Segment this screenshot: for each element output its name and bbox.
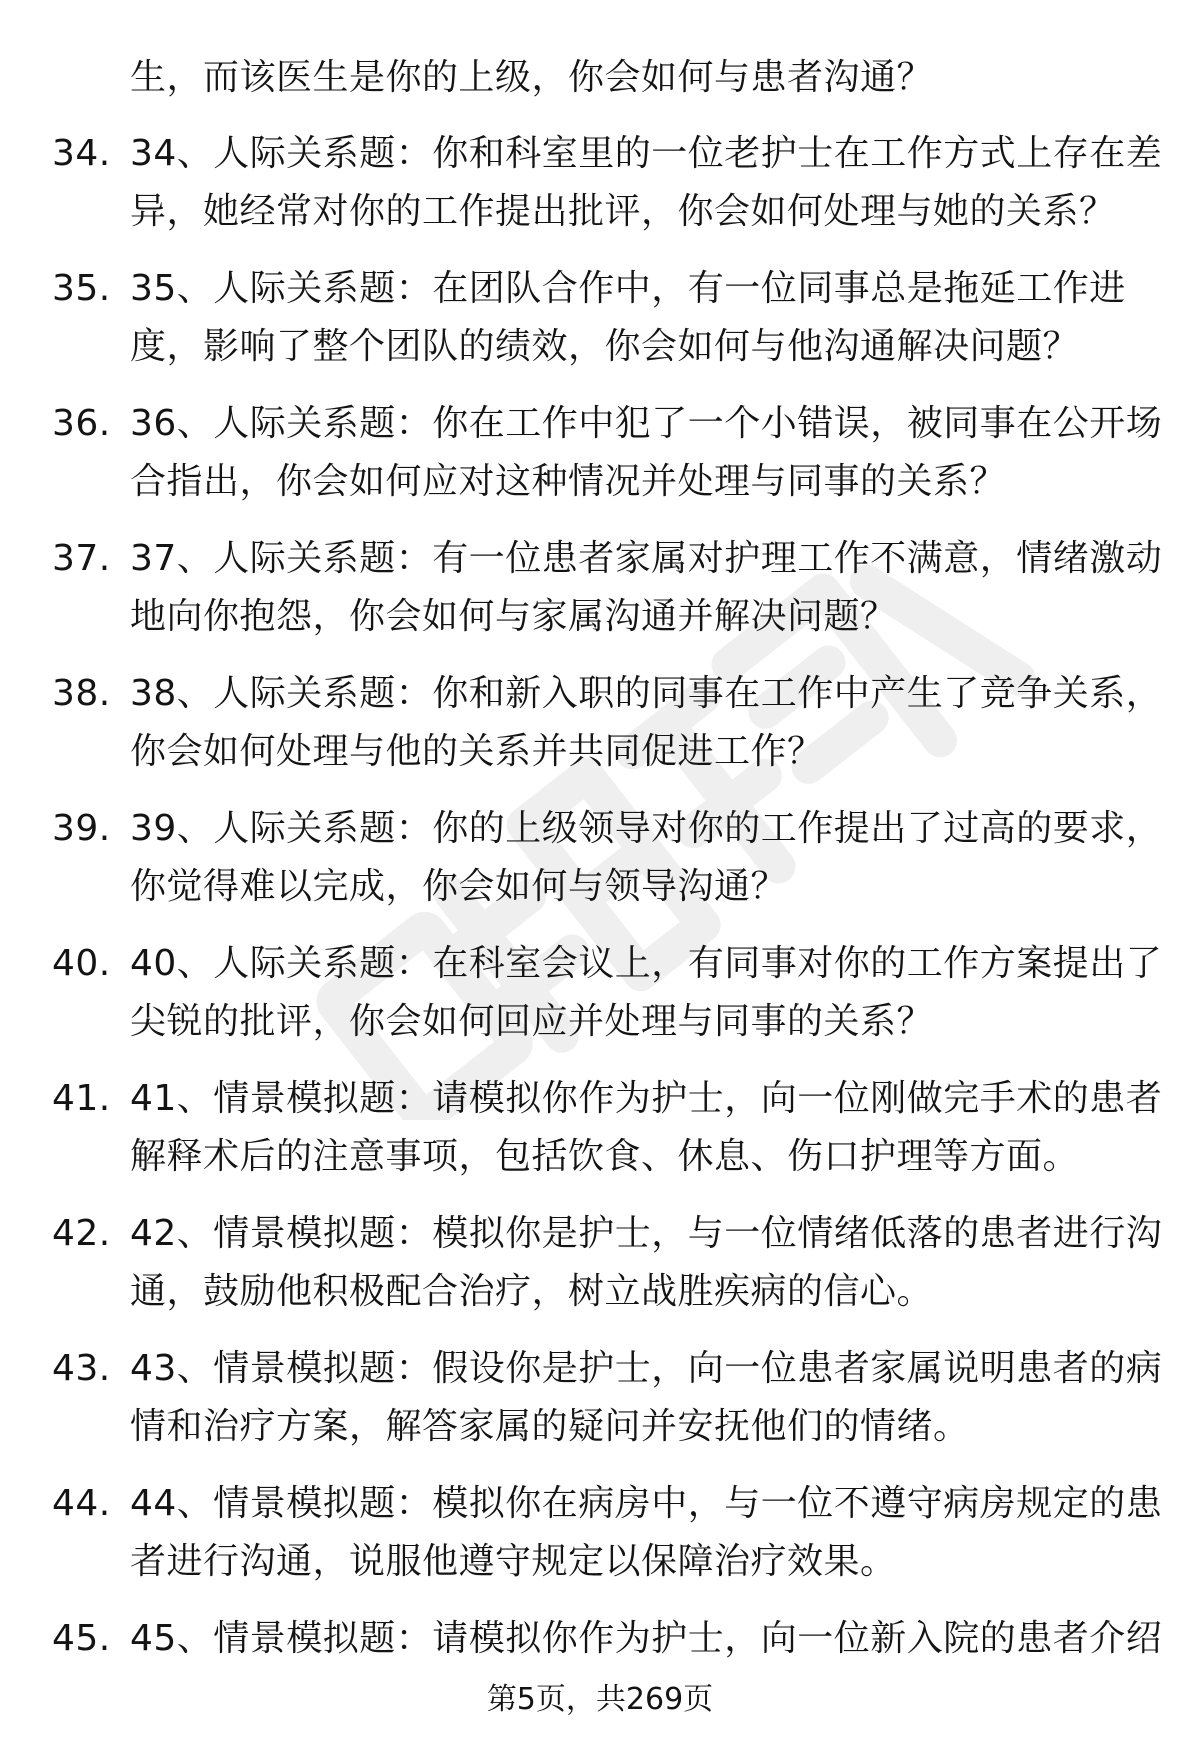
item-line-1: 45、情景模拟题：请模拟你作为护士，向一位新入院的患者介绍 xyxy=(130,1618,1163,1659)
item-line-1: 43、情景模拟题：假设你是护士，向一位患者家属说明患者的病 xyxy=(130,1348,1163,1389)
item-line-2: 你会如何处理与他的关系并共同促进工作？ xyxy=(130,731,824,772)
item-line-2: 通，鼓励他积极配合治疗，树立战胜疾病的信心。 xyxy=(130,1271,934,1312)
item-line-1: 41、情景模拟题：请模拟你作为护士，向一位刚做完手术的患者 xyxy=(130,1078,1163,1119)
item-number: 38. xyxy=(52,673,111,714)
item-line-2: 异，她经常对你的工作提出批评，你会如何处理与她的关系？ xyxy=(130,191,1116,232)
item-line-2: 你觉得难以完成，你会如何与领导沟通？ xyxy=(130,866,788,907)
item-line-1: 39、人际关系题：你的上级领导对你的工作提出了过高的要求， xyxy=(130,808,1163,849)
item-line-2: 尖锐的批评，你会如何回应并处理与同事的关系？ xyxy=(130,1001,934,1042)
item-line-1: 37、人际关系题：有一位患者家属对护理工作不满意，情绪激动 xyxy=(130,538,1163,579)
item-line-1: 36、人际关系题：你在工作中犯了一个小错误，被同事在公开场 xyxy=(130,403,1163,444)
item-line-1: 44、情景模拟题：模拟你在病房中，与一位不遵守病房规定的患 xyxy=(130,1483,1163,1524)
item-number: 39. xyxy=(52,808,111,849)
item-line-1: 35、人际关系题：在团队合作中，有一位同事总是拖延工作进 xyxy=(130,268,1126,309)
item-number: 37. xyxy=(52,538,111,579)
item-line-2: 合指出，你会如何应对这种情况并处理与同事的关系？ xyxy=(130,461,1007,502)
item-line-1: 42、情景模拟题：模拟你是护士，与一位情绪低落的患者进行沟 xyxy=(130,1213,1163,1254)
item-line-1: 34、人际关系题：你和科室里的一位老护士在工作方式上存在差 xyxy=(130,133,1163,174)
item-number: 34. xyxy=(52,133,111,174)
item-number: 42. xyxy=(52,1213,111,1254)
item-number: 45. xyxy=(52,1618,111,1659)
page-number-footer: 第5页，共269页 xyxy=(486,1682,714,1717)
item-line-2: 度，影响了整个团队的绩效，你会如何与他沟通解决问题？ xyxy=(130,326,1080,367)
item-number: 44. xyxy=(52,1483,111,1524)
item-line-2: 解释术后的注意事项，包括饮食、休息、伤口护理等方面。 xyxy=(130,1136,1080,1177)
item-number: 40. xyxy=(52,943,111,984)
item-number: 35. xyxy=(52,268,111,309)
item-line-2: 者进行沟通，说服他遵守规定以保障治疗效果。 xyxy=(130,1541,897,1582)
item-number: 41. xyxy=(52,1078,111,1119)
item-number: 43. xyxy=(52,1348,111,1389)
continuation-text: 生，而该医生是你的上级，你会如何与患者沟通？ xyxy=(130,57,934,98)
item-line-1: 40、人际关系题：在科室会议上，有同事对你的工作方案提出了 xyxy=(130,943,1163,984)
item-line-2: 情和治疗方案，解答家属的疑问并安抚他们的情绪。 xyxy=(130,1406,970,1447)
item-line-2: 地向你抱怨，你会如何与家属沟通并解决问题？ xyxy=(130,596,897,637)
item-line-1: 38、人际关系题：你和新入职的同事在工作中产生了竞争关系， xyxy=(130,673,1163,714)
item-number: 36. xyxy=(52,403,111,444)
